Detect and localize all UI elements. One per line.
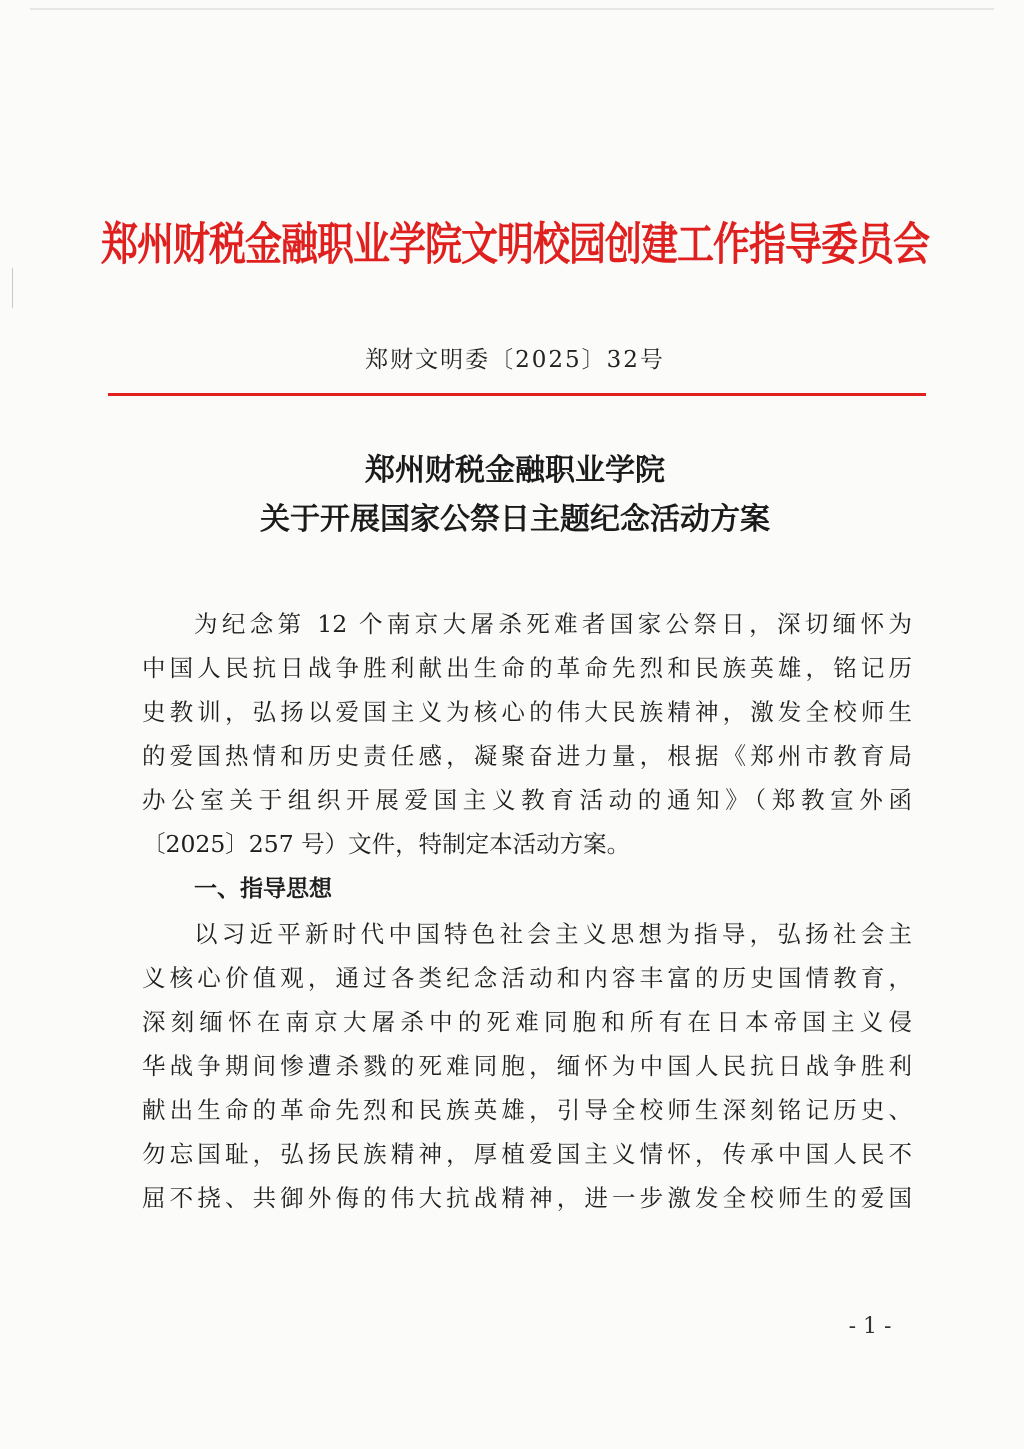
paragraph-line: 为纪念第 12 个南京大屠杀死难者国家公祭日，深切缅怀为 [194,610,912,638]
paragraph-line: 献出生命的革命先烈和民族英雄，引导全校师生深刻铭记历史、 [142,1096,912,1124]
paragraph-line: 义核心价值观，通过各类纪念活动和内容丰富的历史国情教育， [142,964,912,992]
page-number: - 1 - [848,1314,892,1339]
paragraph-line: 深刻缅怀在南京大屠杀中的死难同胞和所有在日本帝国主义侵 [142,1008,912,1036]
document-body [142,602,912,1220]
paragraph-line: 〔2025〕257 号）文件，特制定本活动方案。 [142,830,631,858]
masthead: 郑州财税金融职业学院文明校园创建工作指导委员会 [101,218,929,271]
paragraph-line: 的爱国热情和历史责任感，凝聚奋进力量，根据《郑州市教育局 [142,742,912,770]
section-heading: 一、指导思想 [194,876,332,902]
paragraph-line: 以习近平新时代中国特色社会主义思想为指导，弘扬社会主 [194,920,912,948]
scan-edge [30,8,994,10]
document-title [100,446,930,544]
title-line-2: 关于开展国家公祭日主题纪念活动方案 [260,502,770,537]
paragraph-line: 华战争期间惨遭杀戮的死难同胞，缅怀为中国人民抗日战争胜利 [142,1052,912,1080]
title-line-1: 郑州财税金融职业学院 [365,453,665,488]
paragraph-line: 屈不挠、共御外侮的伟大抗战精神，进一步激发全校师生的爱国 [142,1184,912,1212]
paragraph-line: 办公室关于组织开展爱国主义教育活动的通知》（郑教宣外函 [142,786,912,814]
red-divider-line [108,393,926,396]
paragraph-line: 勿忘国耻，弘扬民族精神，厚植爱国主义情怀，传承中国人民不 [142,1140,912,1168]
paragraph-line: 史教训，弘扬以爱国主义为核心的伟大民族精神，激发全校师生 [142,698,912,726]
scan-mark [12,268,13,308]
document-number: 郑财文明委〔2025〕32号 [365,347,665,373]
paragraph-line: 中国人民抗日战争胜利献出生命的革命先烈和民族英雄，铭记历 [142,654,912,682]
